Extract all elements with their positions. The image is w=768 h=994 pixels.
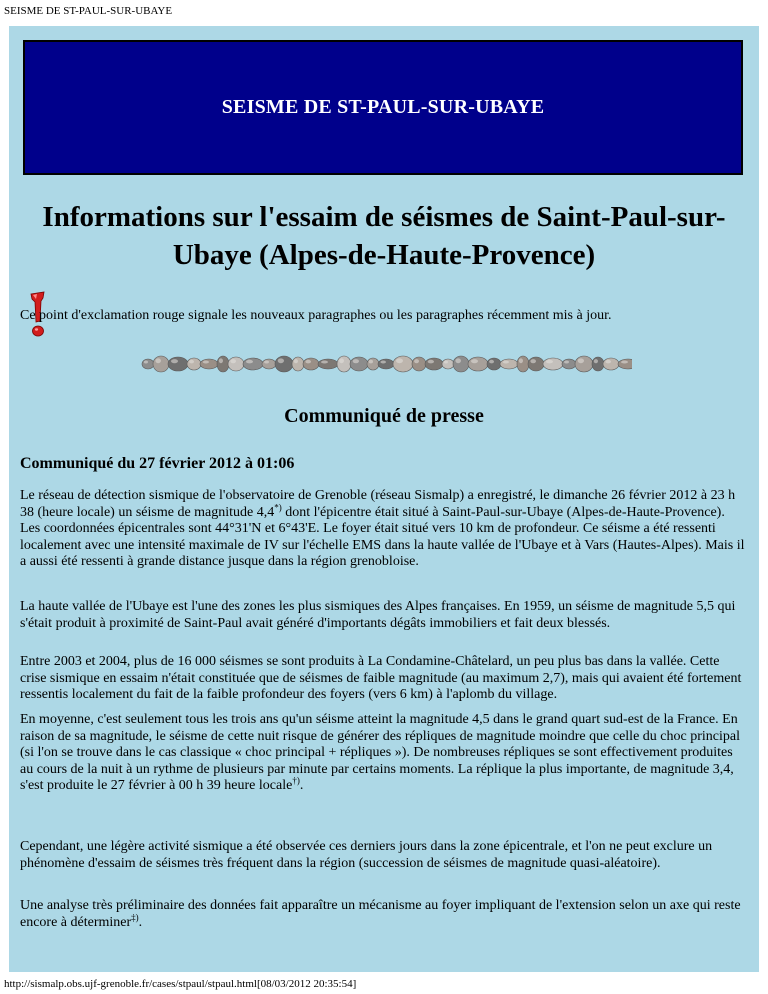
pebble bbox=[393, 356, 413, 372]
paragraph-1 bbox=[20, 488, 746, 571]
pebble-highlight bbox=[594, 359, 598, 363]
pebble bbox=[142, 359, 154, 369]
pebble-highlight bbox=[203, 361, 209, 364]
pebble bbox=[228, 357, 244, 371]
pebble-highlight bbox=[305, 360, 311, 364]
title-banner bbox=[23, 40, 743, 175]
pebble-highlight bbox=[339, 358, 344, 363]
pebble bbox=[187, 358, 201, 370]
pebble bbox=[217, 356, 229, 372]
pebble-divider bbox=[136, 352, 632, 380]
pebble bbox=[337, 356, 351, 372]
pebble-highlight bbox=[455, 358, 461, 363]
pebble-highlight bbox=[246, 360, 253, 364]
pebble bbox=[562, 359, 576, 369]
pebble-highlight bbox=[369, 360, 373, 364]
paragraph-4 bbox=[20, 712, 746, 795]
paragraph-6-text-b: . bbox=[138, 914, 143, 930]
pebble-highlight bbox=[189, 360, 194, 364]
pebble-highlight bbox=[155, 358, 161, 363]
footnote-ref-1[interactable]: *) bbox=[274, 501, 282, 512]
pebble bbox=[292, 357, 304, 371]
pebble-highlight bbox=[264, 361, 269, 364]
pebble bbox=[442, 359, 454, 369]
paragraph-3: Entre 2003 et 2004, plus de 16 000 séismes se sont produits à La Condamine-Châtelard, un peu plus bas dans la vallée. Cette crise sismique en essaim n'était constituée que de séismes de faible magnitude (au maximum 2,7), mais qui avaient été fortement ressentis localement du fait de la faible profondeur des foyers (vers 6 km) à l'aplomb du village. bbox=[20, 654, 742, 702]
pebble-highlight bbox=[503, 361, 509, 364]
paragraph-4-text-b: . bbox=[299, 778, 304, 793]
pebble bbox=[262, 359, 276, 369]
pebble bbox=[517, 356, 529, 372]
page-content bbox=[9, 26, 759, 972]
pebble-highlight bbox=[444, 361, 448, 364]
pebble-highlight bbox=[489, 360, 494, 364]
paragraph-1-text-a: Le réseau de détection sismique de l'observatoire de Grenoble (réseau Sismalp) a enregistré, le dimanche 26 février 2012 à 23 h 38 (heure locale) un séisme de magnitude 4,4 bbox=[20, 488, 736, 520]
pebble bbox=[487, 358, 501, 370]
pebble-highlight bbox=[546, 360, 553, 364]
pebble-highlight bbox=[278, 358, 284, 363]
paragraph-6 bbox=[20, 898, 746, 931]
browser-page-header: SEISME DE ST-PAUL-SUR-UBAYE bbox=[4, 5, 173, 17]
pebble bbox=[275, 356, 293, 372]
pebble-highlight bbox=[530, 359, 536, 363]
pebble-highlight bbox=[428, 360, 434, 364]
pebble bbox=[303, 358, 319, 370]
pebble bbox=[153, 356, 169, 372]
pebble bbox=[592, 357, 604, 371]
pebble-highlight bbox=[519, 358, 523, 363]
paragraph-2: La haute vallée de l'Ubaye est l'une des zones les plus sismiques des Alpes françaises. En 1959, un séisme de magnitude 5,5 qui s'était produit à proximité de Saint-Paul avait généré d'importants dégâts immobiliers et fait deux blessés. bbox=[20, 599, 736, 631]
pebble bbox=[425, 358, 443, 370]
pebble-highlight bbox=[144, 361, 148, 364]
pebble bbox=[603, 358, 619, 370]
pebble-highlight bbox=[171, 359, 178, 363]
pebble bbox=[168, 357, 188, 371]
footnote-ref-3[interactable]: ‡) bbox=[131, 911, 139, 922]
pebble-highlight bbox=[414, 359, 419, 363]
legend-text: Ce point d'exclamation rouge signale les nouveaux paragraphes ou les paragraphes récemment mis à jour. bbox=[20, 308, 612, 323]
pebble bbox=[318, 359, 338, 369]
pebble bbox=[243, 358, 263, 370]
pebble-highlight bbox=[294, 359, 298, 363]
page-title: Informations sur l'essaim de séismes de Saint-Paul-sur-Ubaye (Alpes-de-Haute-Provence) bbox=[42, 201, 726, 271]
paragraph-5: Cependant, une légère activité sismique a été observée ces derniers jours dans la zone épicentrale, et l'on ne peut exclure un phénomène d'essaim de séismes très fréquent dans la région (succession de séismes de magnitude quasi-aléatoire). bbox=[20, 839, 713, 871]
browser-page-footer: http://sismalp.obs.ujf-grenoble.fr/cases/stpaul/stpaul.html[08/03/2012 20:35:54] bbox=[4, 978, 357, 990]
pebble bbox=[500, 359, 518, 369]
pebble-highlight bbox=[605, 360, 611, 364]
footnote-ref-2[interactable]: †) bbox=[292, 775, 300, 786]
pebble-highlight bbox=[321, 361, 328, 364]
pebble bbox=[575, 356, 593, 372]
pebble-highlight bbox=[219, 358, 223, 363]
pebble-highlight bbox=[564, 361, 569, 364]
pebble-highlight bbox=[578, 358, 584, 363]
paragraph-1-text-b: dont l'épicentre était situé à Saint-Paul-sur-Ubaye (Alpes-de-Haute-Provence). Les coordonnées épicentrales sont 44°31'N et 6°43'E. Le foyer était situé vers 10 km de profondeur. Ce séisme a été ressenti localement avec une intensité maximale de IV sur l'échelle EMS dans la haute vallée de l'Ubaye et à Vars (Hautes-Alpes). Mais il a aussi été ressenti à grande distance jusque dans la région grenobloise. bbox=[20, 504, 745, 569]
pebble bbox=[528, 357, 544, 371]
pebble bbox=[200, 359, 218, 369]
pebble-highlight bbox=[621, 361, 628, 364]
pebble bbox=[378, 359, 394, 369]
communique-title: Communiqué du 27 février 2012 à 01:06 bbox=[20, 455, 295, 472]
pebble bbox=[350, 357, 368, 371]
pebble-highlight bbox=[396, 358, 403, 363]
banner-title: SEISME DE ST-PAUL-SUR-UBAYE bbox=[221, 96, 545, 118]
pebble bbox=[618, 359, 632, 369]
paragraph-6-text-a: Une analyse très préliminaire des données fait apparaître un mécanisme au foyer impliquant de l'extension selon un axe qui reste encore à déterminer bbox=[20, 898, 741, 930]
pebble bbox=[412, 357, 426, 371]
paragraph-4-text-a: En moyenne, c'est seulement tous les trois ans qu'un séisme atteint la magnitude 4,5 dans le grand quart sud-est de la France. En raison de sa magnitude, le séisme de cette nuit risque de générer des répliques de magnitude moindre que celle du choc principal (si l'on se trouve dans le cas classique « choc principal + répliques »). De nombreuses répliques se sont effectivement produites au cours de la nuit à un rythme de plusieurs par minute par certains moments. La réplique la plus importante, de magnitude 3,4, s'est produite le 27 février à 00 h 39 heure locale bbox=[20, 712, 740, 793]
pebble-highlight bbox=[353, 359, 359, 363]
pebble bbox=[453, 356, 469, 372]
pebble bbox=[367, 358, 379, 370]
pebble bbox=[543, 358, 563, 370]
pebble-highlight bbox=[380, 361, 386, 364]
section-title: Communiqué de presse bbox=[284, 405, 484, 427]
pebble-highlight bbox=[471, 359, 478, 363]
pebble-highlight bbox=[230, 359, 236, 363]
pebble bbox=[468, 357, 488, 371]
